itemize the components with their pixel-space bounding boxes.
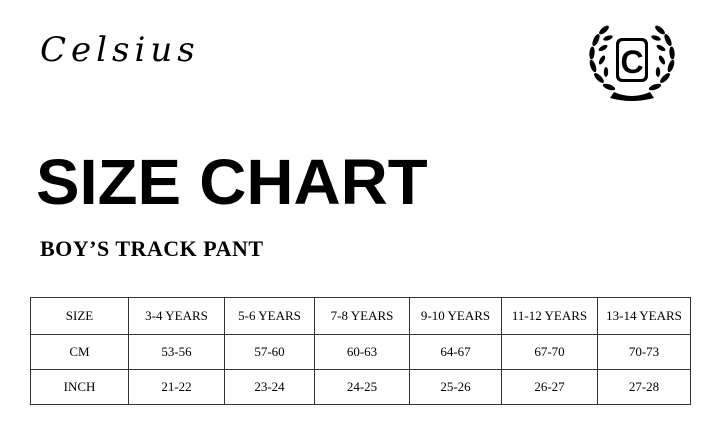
table-cell: 64-67 — [410, 335, 502, 370]
table-header-cell: 7-8 YEARS — [315, 298, 410, 335]
table-cell: 57-60 — [225, 335, 315, 370]
table-cell: 24-25 — [315, 370, 410, 405]
table-row — [31, 370, 691, 405]
table-cell: 26-27 — [502, 370, 598, 405]
brand-wordmark: Celsius — [40, 30, 200, 70]
table-cell: 21-22 — [129, 370, 225, 405]
laurel-logo-icon — [584, 18, 680, 102]
table-header-cell: 3-4 YEARS — [129, 298, 225, 335]
size-table — [30, 297, 691, 405]
table-cell: CM — [31, 335, 129, 370]
table-header-row — [31, 298, 691, 335]
table-cell: INCH — [31, 370, 129, 405]
table-row — [31, 335, 691, 370]
table-cell: 70-73 — [598, 335, 691, 370]
logo-letter: C — [620, 44, 644, 80]
table-cell: 67-70 — [502, 335, 598, 370]
table-cell: 60-63 — [315, 335, 410, 370]
page-title: SIZE CHART — [36, 146, 428, 218]
table-header-cell: 5-6 YEARS — [225, 298, 315, 335]
table-header-cell: SIZE — [31, 298, 129, 335]
table-header-cell: 11-12 YEARS — [502, 298, 598, 335]
table-cell: 27-28 — [598, 370, 691, 405]
table-cell: 23-24 — [225, 370, 315, 405]
table-header-cell: 9-10 YEARS — [410, 298, 502, 335]
table-header-cell: 13-14 YEARS — [598, 298, 691, 335]
table-cell: 25-26 — [410, 370, 502, 405]
product-subtitle: BOY’S TRACK PANT — [40, 236, 264, 261]
table-cell: 53-56 — [129, 335, 225, 370]
